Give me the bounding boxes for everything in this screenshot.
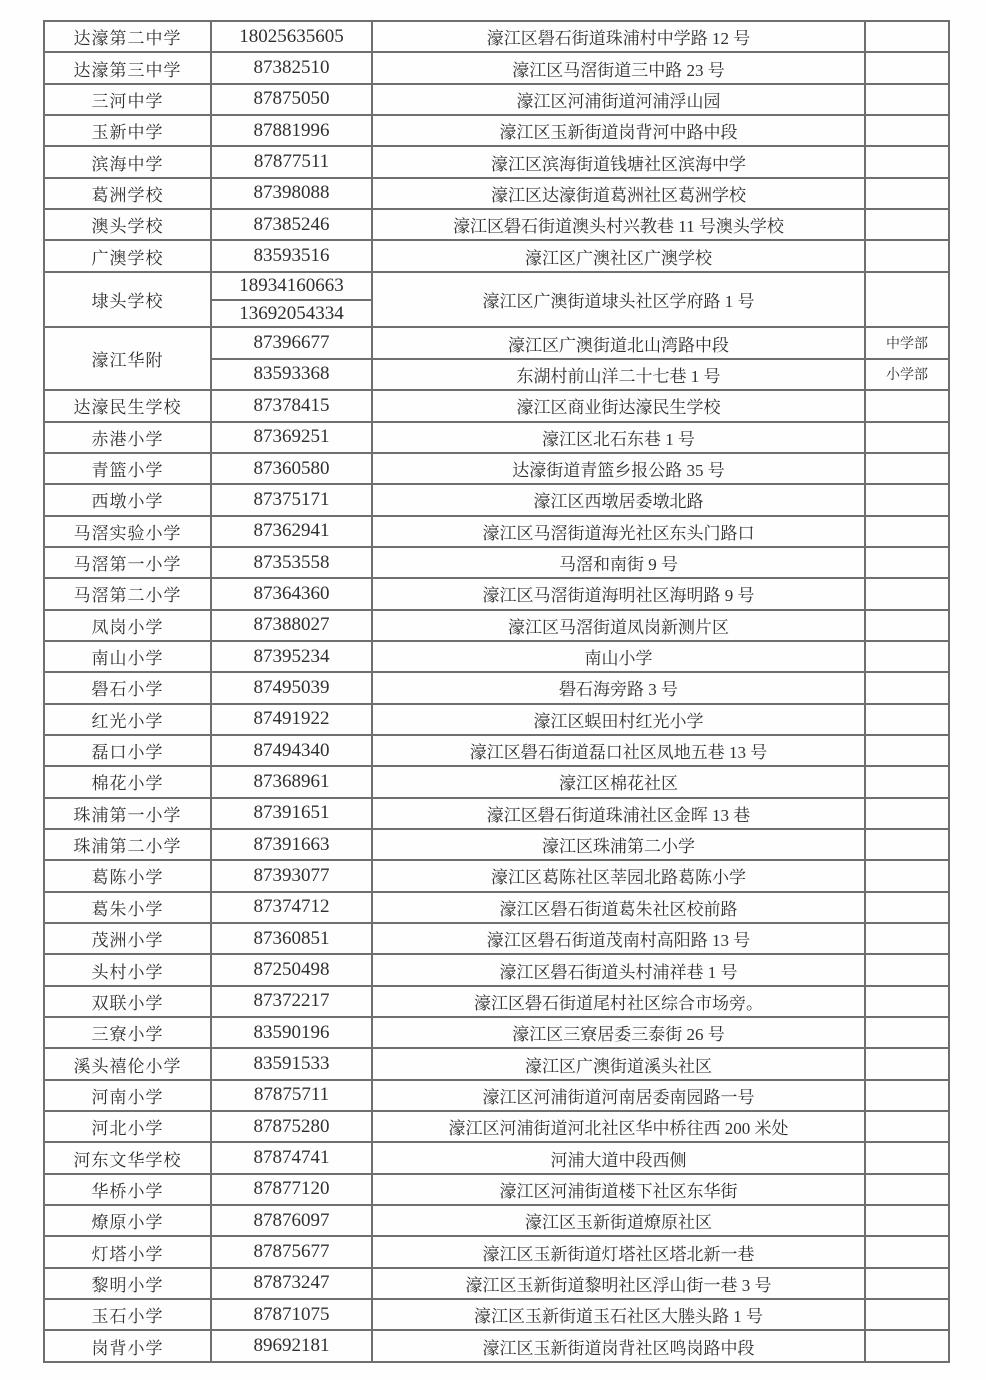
address-cell: 礐石海旁路 3 号 [372, 672, 865, 703]
note-cell [865, 1205, 949, 1236]
note-cell [865, 892, 949, 923]
note-cell: 小学部 [865, 359, 949, 390]
table-row [44, 1299, 949, 1330]
table-row [44, 1205, 949, 1236]
note-cell [865, 1299, 949, 1330]
phone-cell: 87491922 [211, 704, 372, 735]
table-row [44, 327, 949, 358]
phone-cell: 87873247 [211, 1268, 372, 1299]
address-cell: 东湖村前山洋二十七巷 1 号 [372, 359, 865, 390]
table-row [44, 516, 949, 547]
table-row [44, 1236, 949, 1267]
address-cell: 濠江区玉新街道灯塔社区塔北新一巷 [372, 1236, 865, 1267]
school-name-cell: 广澳学校 [44, 240, 211, 271]
address-cell: 濠江区礐石街道珠浦村中学路 12 号 [372, 21, 865, 52]
phone-cell: 18025635605 [211, 21, 372, 52]
note-cell [865, 178, 949, 209]
note-cell [865, 240, 949, 271]
address-cell: 河浦大道中段西侧 [372, 1142, 865, 1173]
note-cell [865, 1330, 949, 1362]
note-cell [865, 641, 949, 672]
school-name-cell: 灯塔小学 [44, 1236, 211, 1267]
table-row [44, 829, 949, 860]
table-row [44, 1330, 949, 1362]
note-cell [865, 1111, 949, 1142]
phone-cell: 87395234 [211, 641, 372, 672]
address-cell: 濠江区葛陈社区莘园北路葛陈小学 [372, 860, 865, 891]
phone-cell: 87362941 [211, 516, 372, 547]
school-name-cell: 南山小学 [44, 641, 211, 672]
address-cell: 濠江区北石东巷 1 号 [372, 422, 865, 453]
phone-cell: 87250498 [211, 954, 372, 985]
phone-cell: 87875711 [211, 1080, 372, 1111]
school-name-cell: 礐石小学 [44, 672, 211, 703]
school-name-cell: 珠浦第二小学 [44, 829, 211, 860]
address-cell: 濠江区广澳街道埭头社区学府路 1 号 [372, 272, 865, 328]
table-row [44, 704, 949, 735]
address-cell: 濠江区玉新街道玉石社区大塍头路 1 号 [372, 1299, 865, 1330]
note-cell [865, 829, 949, 860]
school-name-cell: 双联小学 [44, 986, 211, 1017]
phone-cell: 87393077 [211, 860, 372, 891]
address-cell: 南山小学 [372, 641, 865, 672]
phone-cell: 87372217 [211, 986, 372, 1017]
note-cell [865, 704, 949, 735]
address-cell: 濠江区河浦街道楼下社区东华街 [372, 1174, 865, 1205]
table-row [44, 1048, 949, 1079]
address-cell: 濠江区马滘街道海明社区海明路 9 号 [372, 578, 865, 609]
phone-cell: 87374712 [211, 892, 372, 923]
note-cell [865, 146, 949, 177]
school-name-cell: 河东文华学校 [44, 1142, 211, 1173]
school-name-cell: 埭头学校 [44, 272, 211, 328]
table-row [44, 1111, 949, 1142]
note-cell [865, 1048, 949, 1079]
address-cell: 马滘和南街 9 号 [372, 547, 865, 578]
school-name-cell: 马滘第二小学 [44, 578, 211, 609]
address-cell: 濠江区玉新街道岗背河中路中段 [372, 115, 865, 146]
school-name-cell: 华桥小学 [44, 1174, 211, 1205]
table-row [44, 115, 949, 146]
note-cell [865, 272, 949, 328]
phone-cell: 83593368 [211, 359, 372, 390]
address-cell: 濠江区达濠街道葛洲社区葛洲学校 [372, 178, 865, 209]
table-row [44, 672, 949, 703]
phone-cell: 87877120 [211, 1174, 372, 1205]
address-cell: 濠江区马滘街道三中路 23 号 [372, 52, 865, 83]
school-name-cell: 磊口小学 [44, 735, 211, 766]
school-name-cell: 河北小学 [44, 1111, 211, 1142]
address-cell: 濠江区玉新街道岗背社区鸣岗路中段 [372, 1330, 865, 1362]
note-cell [865, 1236, 949, 1267]
phone-cell: 87391663 [211, 829, 372, 860]
table-row [44, 21, 949, 52]
address-cell: 濠江区马滘街道凤岗新测片区 [372, 610, 865, 641]
table-row [44, 1268, 949, 1299]
note-cell [865, 422, 949, 453]
note-cell [865, 860, 949, 891]
phone-cell: 18934160663 [211, 272, 372, 300]
table-row [44, 986, 949, 1017]
school-name-cell: 凤岗小学 [44, 610, 211, 641]
address-cell: 濠江区广澳街道北山湾路中段 [372, 327, 865, 358]
address-cell: 濠江区棉花社区 [372, 766, 865, 797]
phone-cell: 87368961 [211, 766, 372, 797]
note-cell [865, 21, 949, 52]
address-cell: 濠江区礐石街道尾村社区综合市场旁。 [372, 986, 865, 1017]
address-cell: 濠江区三寮居委三泰街 26 号 [372, 1017, 865, 1048]
school-name-cell: 葛朱小学 [44, 892, 211, 923]
address-cell: 濠江区礐石街道葛朱社区校前路 [372, 892, 865, 923]
phone-cell: 87494340 [211, 735, 372, 766]
phone-cell: 87875280 [211, 1111, 372, 1142]
address-cell: 濠江区礐石街道头村浦祥巷 1 号 [372, 954, 865, 985]
table-row [44, 766, 949, 797]
school-name-cell: 青篮小学 [44, 453, 211, 484]
school-name-cell: 西墩小学 [44, 484, 211, 515]
table-row [44, 272, 949, 300]
table-row [44, 547, 949, 578]
phone-cell: 87364360 [211, 578, 372, 609]
school-name-cell: 濠江华附 [44, 327, 211, 390]
address-cell: 濠江区滨海街道钱塘社区滨海中学 [372, 146, 865, 177]
phone-cell: 87881996 [211, 115, 372, 146]
phone-cell: 87874741 [211, 1142, 372, 1173]
phone-cell: 87876097 [211, 1205, 372, 1236]
school-name-cell: 滨海中学 [44, 146, 211, 177]
note-cell [865, 766, 949, 797]
note-cell [865, 798, 949, 829]
phone-cell: 83591533 [211, 1048, 372, 1079]
table-row [44, 1017, 949, 1048]
phone-cell: 87875050 [211, 84, 372, 115]
phone-cell: 87875677 [211, 1236, 372, 1267]
school-name-cell: 红光小学 [44, 704, 211, 735]
phone-cell: 83593516 [211, 240, 372, 271]
school-name-cell: 黎明小学 [44, 1268, 211, 1299]
table-row [44, 923, 949, 954]
phone-cell: 83590196 [211, 1017, 372, 1048]
school-name-cell: 棉花小学 [44, 766, 211, 797]
school-name-cell: 马滘第一小学 [44, 547, 211, 578]
table-row [44, 1080, 949, 1111]
table-row [44, 146, 949, 177]
phone-cell: 87391651 [211, 798, 372, 829]
table-row [44, 422, 949, 453]
note-cell [865, 1268, 949, 1299]
note-cell [865, 923, 949, 954]
note-cell [865, 52, 949, 83]
table-row [44, 610, 949, 641]
address-cell: 濠江区礐石街道澳头村兴教巷 11 号澳头学校 [372, 209, 865, 240]
phone-cell: 13692054334 [211, 300, 372, 328]
table-row [44, 84, 949, 115]
phone-cell: 87396677 [211, 327, 372, 358]
address-cell: 濠江区蜈田村红光小学 [372, 704, 865, 735]
address-cell: 濠江区礐石街道磊口社区凤地五巷 13 号 [372, 735, 865, 766]
school-name-cell: 马滘实验小学 [44, 516, 211, 547]
phone-cell: 87385246 [211, 209, 372, 240]
note-cell [865, 115, 949, 146]
school-name-cell: 葛洲学校 [44, 178, 211, 209]
school-name-cell: 燎原小学 [44, 1205, 211, 1236]
table-row [44, 735, 949, 766]
address-cell: 濠江区玉新街道黎明社区浮山街一巷 3 号 [372, 1268, 865, 1299]
phone-cell: 87398088 [211, 178, 372, 209]
note-cell [865, 672, 949, 703]
address-cell: 濠江区礐石街道茂南村高阳路 13 号 [372, 923, 865, 954]
school-name-cell: 葛陈小学 [44, 860, 211, 891]
table-row [44, 178, 949, 209]
school-name-cell: 玉新中学 [44, 115, 211, 146]
school-name-cell: 茂洲小学 [44, 923, 211, 954]
school-name-cell: 三河中学 [44, 84, 211, 115]
address-cell: 濠江区礐石街道珠浦社区金晖 13 巷 [372, 798, 865, 829]
school-name-cell: 溪头禧伦小学 [44, 1048, 211, 1079]
phone-cell: 87495039 [211, 672, 372, 703]
address-cell: 濠江区玉新街道燎原社区 [372, 1205, 865, 1236]
table-row [44, 240, 949, 271]
address-cell: 濠江区马滘街道海光社区东头门路口 [372, 516, 865, 547]
address-cell: 达濠街道青篮乡报公路 35 号 [372, 453, 865, 484]
school-name-cell: 岗背小学 [44, 1330, 211, 1362]
note-cell [865, 954, 949, 985]
phone-cell: 87877511 [211, 146, 372, 177]
table-row [44, 453, 949, 484]
school-name-cell: 河南小学 [44, 1080, 211, 1111]
phone-cell: 87388027 [211, 610, 372, 641]
note-cell [865, 735, 949, 766]
phone-cell: 87378415 [211, 390, 372, 421]
note-cell [865, 1080, 949, 1111]
school-name-cell: 达濠民生学校 [44, 390, 211, 421]
table-row [44, 954, 949, 985]
note-cell [865, 209, 949, 240]
school-name-cell: 珠浦第一小学 [44, 798, 211, 829]
address-cell: 濠江区广澳社区广澳学校 [372, 240, 865, 271]
school-name-cell: 澳头学校 [44, 209, 211, 240]
note-cell [865, 610, 949, 641]
note-cell [865, 84, 949, 115]
school-name-cell: 赤港小学 [44, 422, 211, 453]
table-row [44, 1174, 949, 1205]
phone-cell: 87360580 [211, 453, 372, 484]
school-name-cell: 达濠第三中学 [44, 52, 211, 83]
phone-cell: 87871075 [211, 1299, 372, 1330]
note-cell [865, 453, 949, 484]
note-cell: 中学部 [865, 327, 949, 358]
school-name-cell: 达濠第二中学 [44, 21, 211, 52]
address-cell: 濠江区商业街达濠民生学校 [372, 390, 865, 421]
note-cell [865, 1142, 949, 1173]
note-cell [865, 547, 949, 578]
table-row [44, 484, 949, 515]
phone-cell: 87360851 [211, 923, 372, 954]
address-cell: 濠江区西墩居委墩北路 [372, 484, 865, 515]
school-table-body [44, 21, 949, 1362]
phone-cell: 89692181 [211, 1330, 372, 1362]
note-cell [865, 1174, 949, 1205]
phone-cell: 87375171 [211, 484, 372, 515]
school-name-cell: 头村小学 [44, 954, 211, 985]
address-cell: 濠江区河浦街道河南居委南园路一号 [372, 1080, 865, 1111]
table-row [44, 798, 949, 829]
school-name-cell: 三寮小学 [44, 1017, 211, 1048]
note-cell [865, 516, 949, 547]
table-row [44, 390, 949, 421]
phone-cell: 87369251 [211, 422, 372, 453]
table-row [44, 641, 949, 672]
table-row [44, 1142, 949, 1173]
address-cell: 濠江区河浦街道河北社区华中桥往西 200 米处 [372, 1111, 865, 1142]
table-row [44, 860, 949, 891]
note-cell [865, 484, 949, 515]
note-cell [865, 390, 949, 421]
phone-cell: 87382510 [211, 52, 372, 83]
address-cell: 濠江区广澳街道溪头社区 [372, 1048, 865, 1079]
phone-cell: 87353558 [211, 547, 372, 578]
school-name-cell: 玉石小学 [44, 1299, 211, 1330]
table-row [44, 52, 949, 83]
school-contact-table [43, 20, 950, 1363]
address-cell: 濠江区河浦街道河浦浮山园 [372, 84, 865, 115]
table-row [44, 209, 949, 240]
note-cell [865, 1017, 949, 1048]
table-row [44, 578, 949, 609]
address-cell: 濠江区珠浦第二小学 [372, 829, 865, 860]
note-cell [865, 986, 949, 1017]
note-cell [865, 578, 949, 609]
table-row [44, 892, 949, 923]
